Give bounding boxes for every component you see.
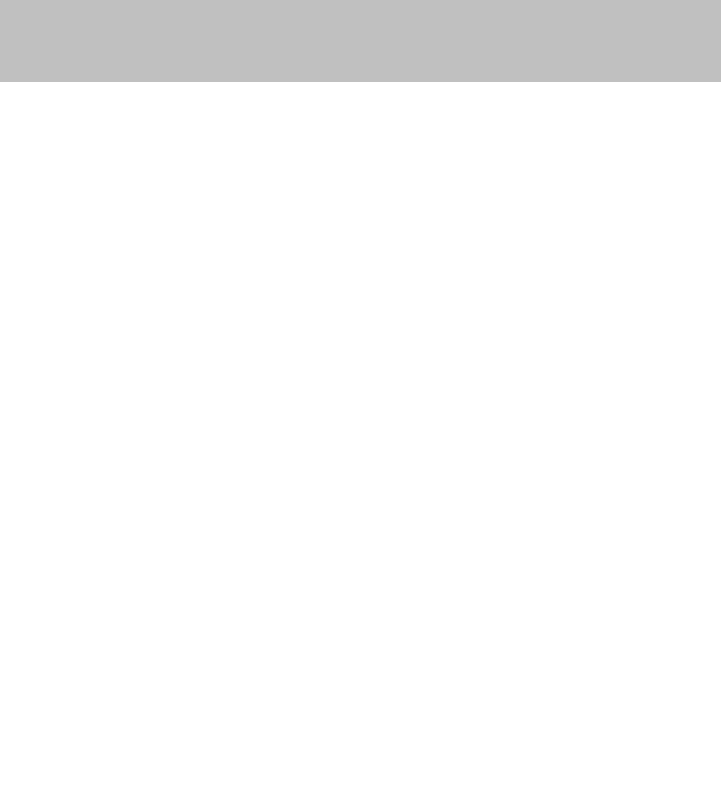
table-header-row — [0, 0, 721, 82]
